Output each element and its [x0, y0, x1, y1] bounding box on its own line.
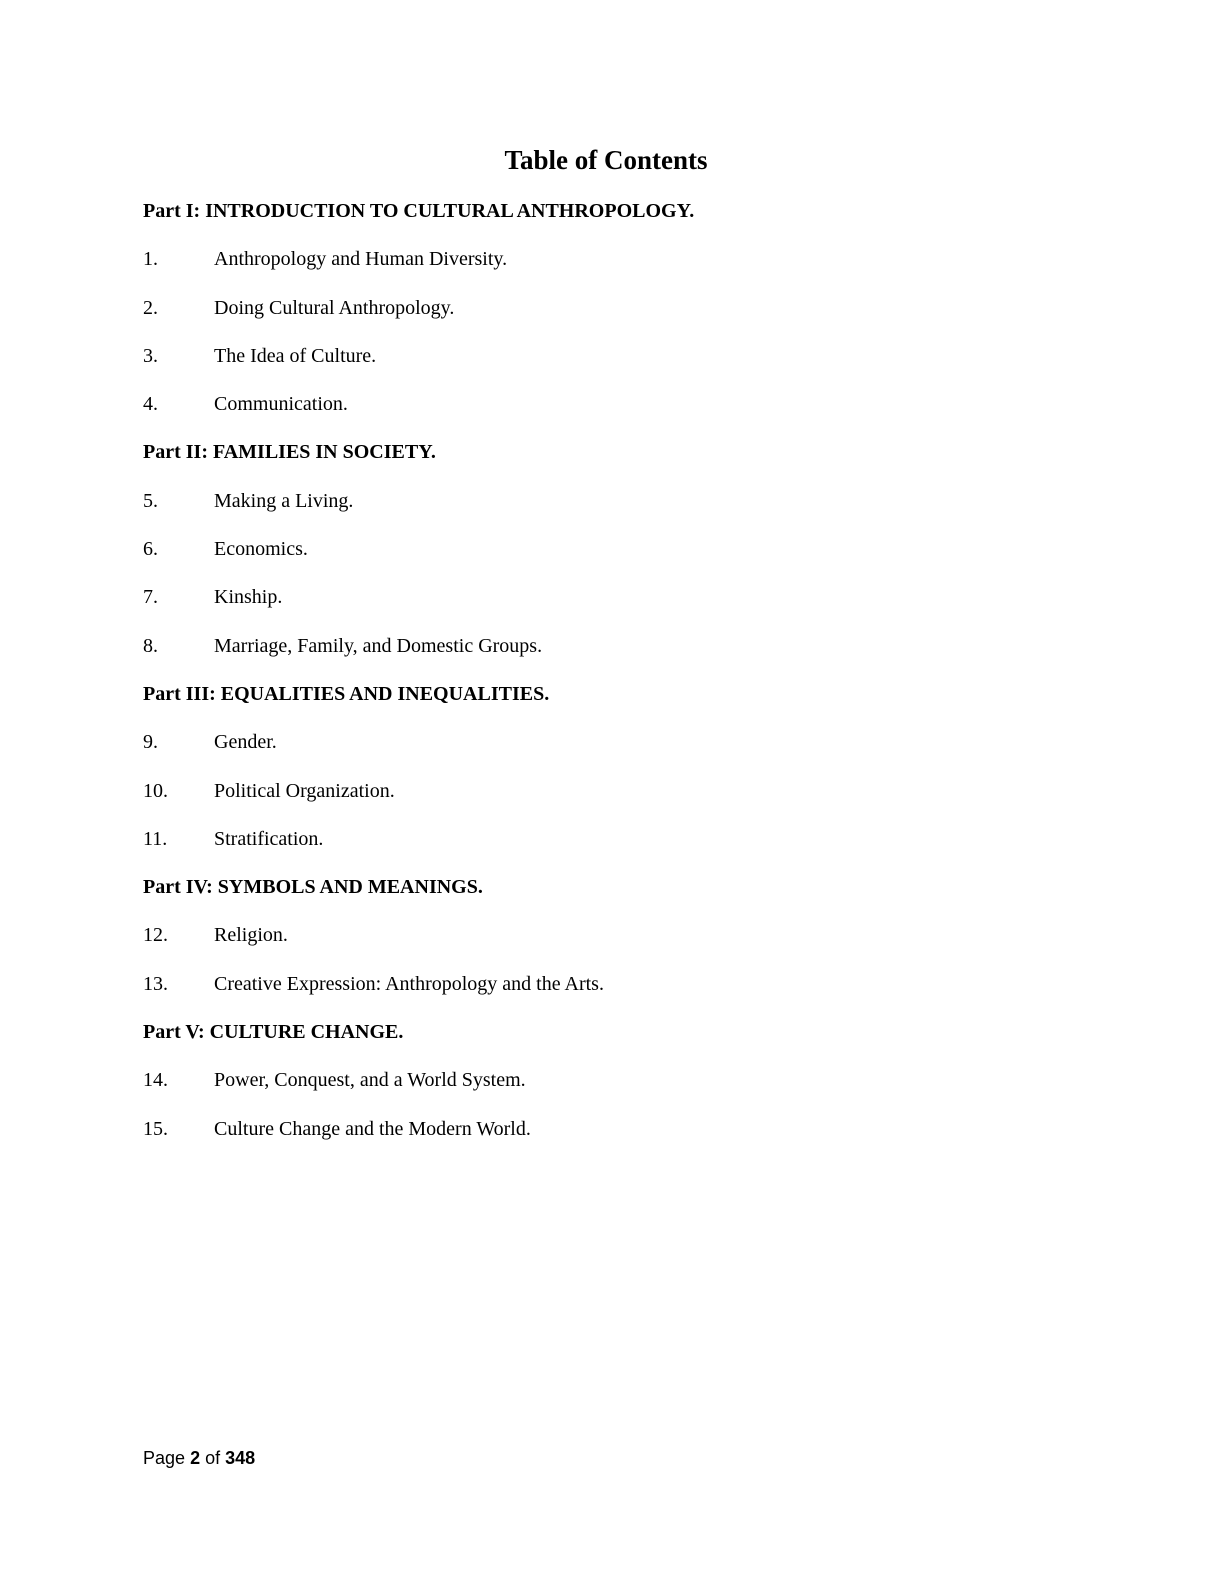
chapter-title: Anthropology and Human Diversity. — [214, 248, 508, 271]
chapter-number: 4. — [143, 393, 158, 416]
toc-entry — [143, 341, 1103, 371]
chapter-number: 12. — [143, 924, 168, 947]
chapter-title: Stratification. — [214, 827, 324, 850]
chapter-number: 7. — [143, 586, 158, 609]
toc-entry — [143, 293, 1103, 323]
chapter-number: 6. — [143, 538, 158, 561]
toc-entry — [143, 969, 1103, 999]
chapter-title: Economics. — [214, 538, 308, 561]
chapter-number: 11. — [143, 827, 168, 850]
chapter-title: Political Organization. — [214, 779, 395, 802]
chapter-number: 1. — [143, 248, 158, 271]
toc-entry — [143, 824, 1103, 854]
chapter-number: 2. — [143, 296, 158, 319]
chapter-title: Gender. — [214, 731, 277, 754]
toc-entry — [143, 776, 1103, 806]
page-label: Page — [143, 1448, 186, 1468]
chapter-number: 10. — [143, 779, 168, 802]
toc-entry — [143, 534, 1103, 564]
chapter-title: Doing Cultural Anthropology. — [214, 296, 455, 319]
chapter-number: 5. — [143, 489, 158, 512]
chapter-title: Making a Living. — [214, 489, 354, 512]
chapter-number: 3. — [143, 344, 158, 367]
chapter-title: The Idea of Culture. — [214, 344, 377, 367]
toc-entry — [143, 244, 1103, 274]
toc-entry — [143, 389, 1103, 419]
toc-entry — [143, 1065, 1103, 1095]
chapter-number: 13. — [143, 972, 168, 995]
chapter-title: Power, Conquest, and a World System. — [214, 1069, 526, 1092]
chapter-title: Culture Change and the Modern World. — [214, 1117, 531, 1140]
page-footer — [143, 1445, 255, 1471]
chapter-title: Kinship. — [214, 586, 283, 609]
toc-entry — [143, 631, 1103, 661]
page-title: Table of Contents — [504, 145, 708, 175]
toc-entry — [143, 582, 1103, 612]
part-heading: Part V: CULTURE CHANGE. — [143, 1021, 404, 1044]
chapter-number: 14. — [143, 1069, 168, 1092]
current-page-number: 2 — [190, 1448, 201, 1468]
toc-entry — [143, 486, 1103, 516]
toc-entry — [143, 1114, 1103, 1144]
toc-entry — [143, 727, 1103, 757]
toc-entry — [143, 920, 1103, 950]
table-of-contents — [143, 196, 1103, 1162]
part-heading: Part I: INTRODUCTION TO CULTURAL ANTHROPOLOGY. — [143, 200, 695, 222]
total-pages: 348 — [225, 1448, 256, 1468]
chapter-title: Creative Expression: Anthropology and the Arts. — [214, 972, 604, 995]
part-heading: Part II: FAMILIES IN SOCIETY. — [143, 441, 436, 464]
chapter-number: 9. — [143, 731, 158, 754]
chapter-number: 15. — [143, 1117, 168, 1140]
chapter-title: Religion. — [214, 924, 288, 947]
chapter-number: 8. — [143, 634, 158, 657]
chapter-title: Communication. — [214, 393, 348, 416]
part-heading: Part IV: SYMBOLS AND MEANINGS. — [143, 876, 483, 899]
part-heading: Part III: EQUALITIES AND INEQUALITIES. — [143, 682, 550, 705]
chapter-title: Marriage, Family, and Domestic Groups. — [214, 634, 543, 657]
of-label: of — [205, 1448, 221, 1468]
